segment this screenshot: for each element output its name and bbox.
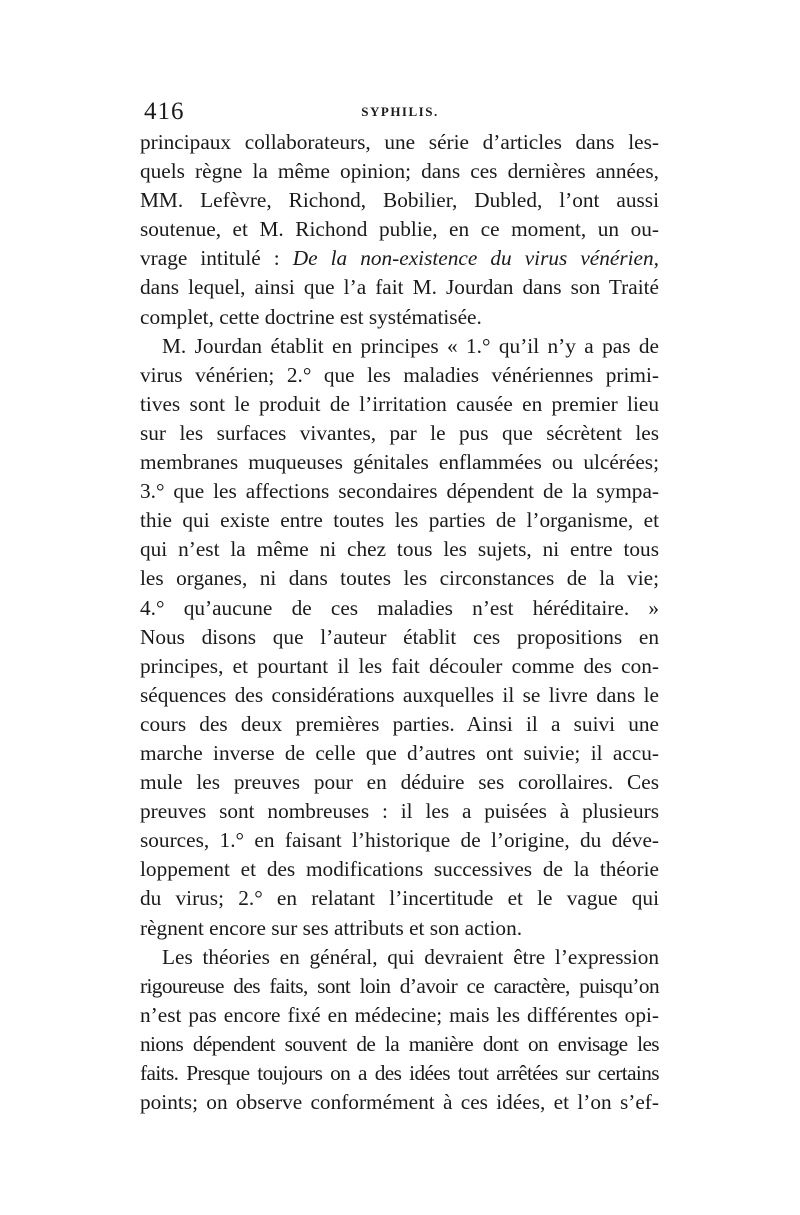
- running-head: [142, 98, 658, 128]
- text-line: complet, cette doctrine est systématisée.: [140, 304, 482, 329]
- body-text: [140, 128, 659, 1117]
- paragraph-start-line: Les théories en général, qui devraient être l’expression: [162, 944, 659, 969]
- text-line: nions dépendent souvent de la manière dont on envisage les: [140, 1031, 659, 1056]
- text-line: principes, et pourtant il les fait découler comme des con-: [140, 653, 659, 678]
- text-line: séquences des considérations auxquelles il se livre dans le: [140, 682, 659, 707]
- text-line: virus vénérien; 2.° que les maladies vénériennes primi-: [140, 362, 659, 387]
- text-line: points; on observe conformément à ces idées, et l’on s’ef-: [140, 1090, 659, 1115]
- text-line: principaux collaborateurs, une série d’articles dans les-: [140, 130, 659, 154]
- text-line: mule les preuves pour en déduire ses corollaires. Ces: [140, 770, 659, 795]
- text-line: Nous disons que l’auteur établit ces propositions en: [140, 624, 659, 649]
- text-line: sur les surfaces vivantes, par le pus que sécrètent les: [140, 420, 659, 445]
- paragraph-start-line: M. Jourdan établit en principes « 1.° qu’il n’y a pas de: [162, 333, 659, 358]
- text-line: n’est pas encore fixé en médecine; mais les différentes opi-: [140, 1002, 659, 1027]
- text-line: dans lequel, ainsi que l’a fait M. Jourdan dans son Traité: [140, 275, 659, 300]
- text-line: 4.° qu’aucune de ces maladies n’est héréditaire. »: [140, 595, 659, 620]
- cited-book-title: De la non-existence du virus vénérien,: [292, 246, 659, 271]
- text-fragment: vrage intitulé :: [140, 246, 280, 271]
- text-line: tives sont le produit de l’irritation causée en premier lieu: [140, 391, 659, 416]
- text-line: membranes muqueuses génitales enflammées ou ulcérées;: [140, 450, 659, 475]
- text-line: [140, 244, 659, 273]
- text-line: soutenue, et M. Richond publie, en ce moment, un ou-: [140, 217, 659, 242]
- text-line: faits. Presque toujours on a des idées tout arrêtées sur certains: [140, 1061, 659, 1085]
- running-title: SYPHILIS.: [361, 104, 439, 119]
- text-line: 3.° que les affections secondaires dépendent de la sympa-: [140, 479, 659, 504]
- text-line: preuves sont nombreuses : il les a puisées à plusieurs: [140, 799, 659, 824]
- text-line: les organes, ni dans toutes les circonstances de la vie;: [140, 566, 659, 591]
- text-line: loppement et des modifications successives de la théorie: [140, 857, 659, 882]
- text-line: quels règne la même opinion; dans ces dernières années,: [140, 159, 659, 184]
- text-line: qui n’est la même ni chez tous les sujets, ni entre tous: [140, 537, 659, 562]
- page-number: 416: [144, 98, 185, 125]
- text-line: MM. Lefèvre, Richond, Bobilier, Dubled, l’ont aussi: [140, 188, 659, 213]
- text-line: sources, 1.° en faisant l’historique de l’origine, du déve-: [140, 828, 659, 853]
- text-line: cours des deux premières parties. Ainsi il a suivi une: [140, 711, 659, 736]
- text-line: règnent encore sur ses attributs et son action.: [140, 915, 523, 940]
- text-line: thie qui existe entre toutes les parties de l’organisme, et: [140, 508, 659, 533]
- text-line: du virus; 2.° en relatant l’incertitude et le vague qui: [140, 886, 659, 911]
- text-line: marche inverse de celle que d’autres ont suivie; il accu-: [140, 740, 659, 765]
- text-line: rigoureuse des faits, sont loin d’avoir ce caractère, puisqu’on: [140, 973, 659, 998]
